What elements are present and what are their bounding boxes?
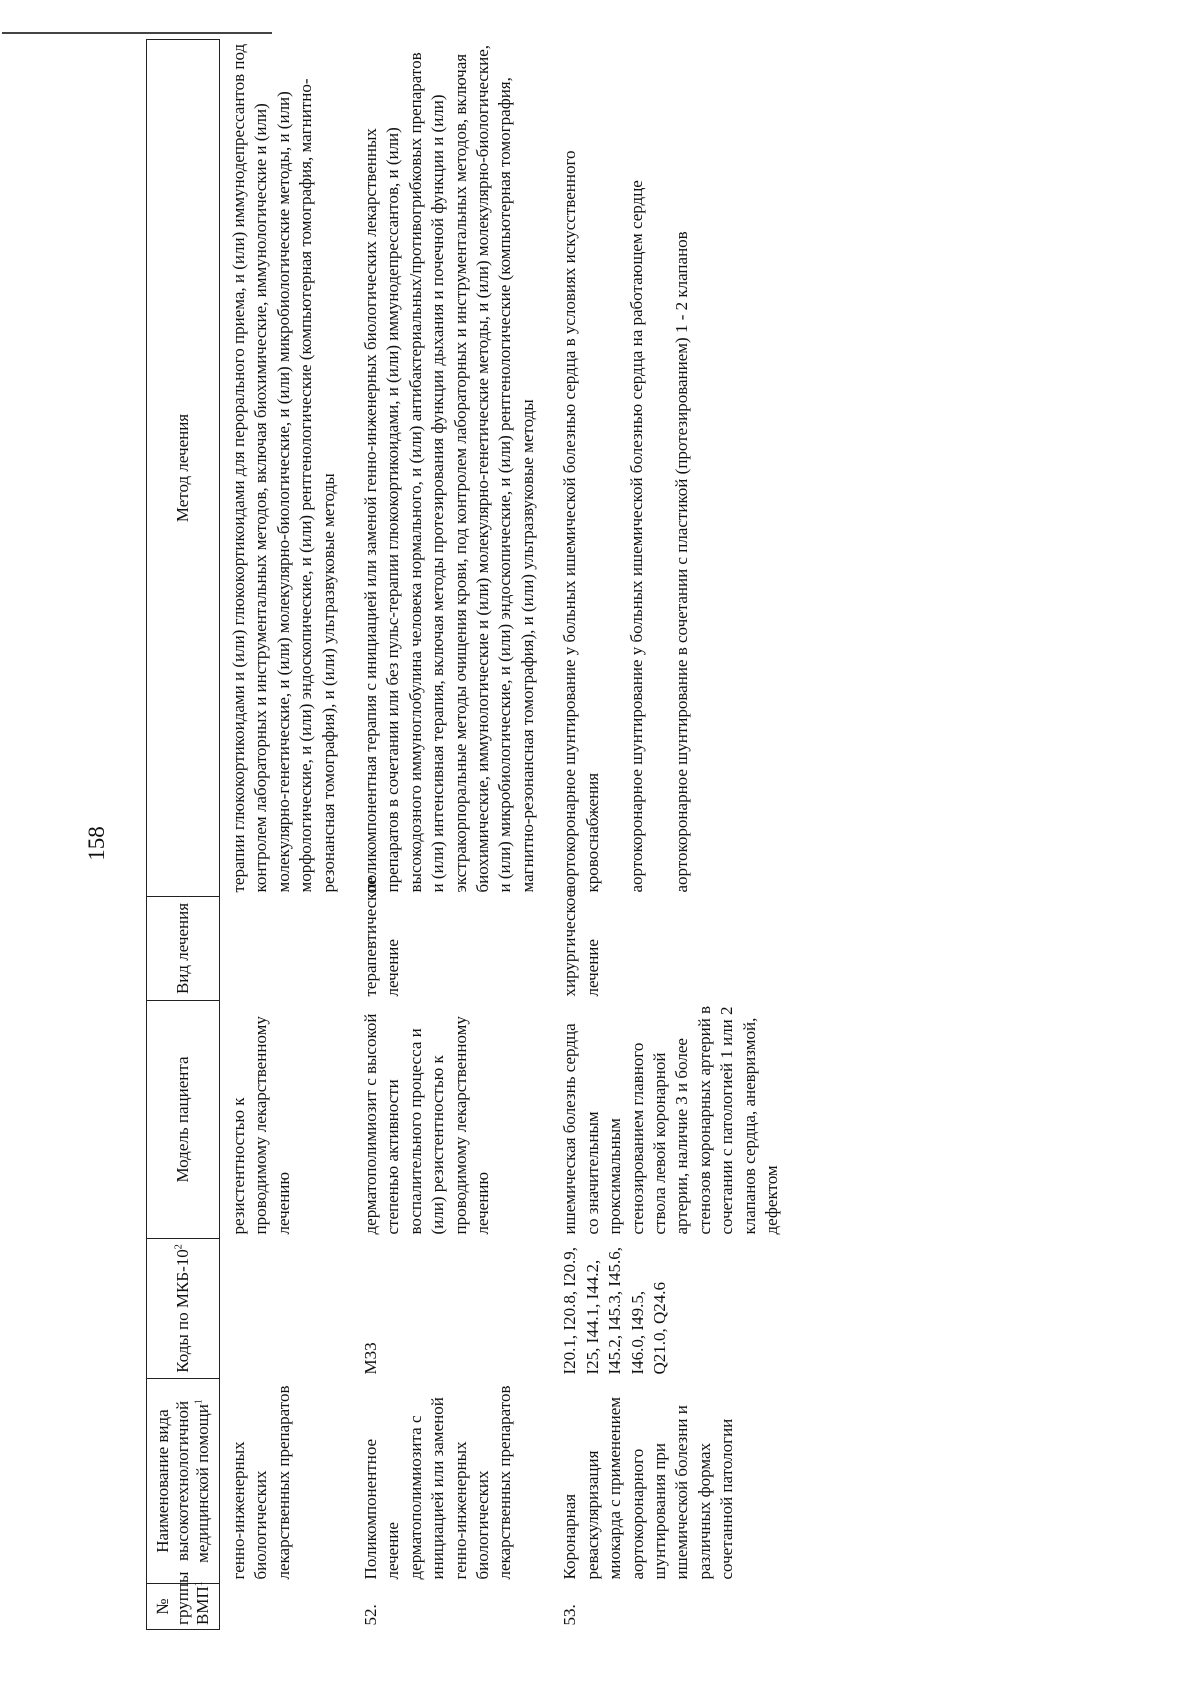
table-row (352, 40, 551, 1630)
cell-treatment-type: хирургическое лечение (560, 889, 602, 997)
header-group-number: № группы ВМП$^1$ (147, 1584, 220, 1630)
cell-care-type-name: Коронарная реваскуляризация миокарда с применением аортокоронарного шунтирования при ишемической болезни и различных формах сочетанной патологии (560, 1396, 737, 1580)
cell-treatment-method (551, 40, 795, 897)
cell-care-type-name: генно-инженерных биологических лекарственных препаратов (229, 1385, 293, 1580)
cell-patient-model: резистентностью к проводимому лекарственному лечению (229, 1016, 293, 1235)
cell-group-number: 53. (560, 1604, 580, 1626)
cell-group-number: 52. (361, 1604, 381, 1626)
table-header-row (147, 40, 220, 1630)
table-row (220, 40, 353, 1630)
header-icd-codes: Коды по МКБ-$10^2$ (147, 1239, 220, 1379)
cell-icd-codes: M33 (361, 1342, 381, 1375)
header-treatment-method: Метод лечения (147, 40, 220, 897)
method-text: терапии глюкокортикоидами и (или) глюкокортикоидами для перорального приема, и (или) иммунодепрессантов под контролем лабораторных и инструментальных методов, включая биохимические, иммунологические и (или) молекулярно-генетические, и (или) молекулярно-биологические, и (или) микробиологические методы, и (или) морфологические, и (или) эндоскопические, и (или) рентгенологические (компьютерная томография, магнитно-резонансная томография), и (или) ультразвуковые методы (229, 43, 338, 893)
cell-patient-model: дерматополимиозит с высокой степенью активности воспалительного процесса и (или) резистентностью к проводимому лекарственному лечению (361, 1013, 493, 1235)
method-text: поликомпонентная терапия с инициацией или заменой генно-инженерных биологических лекарственных препаратов в сочетании или без пульс-терапии глюкокортикоидами, и (или) иммунодепрессантов, и (или) высокодозного иммуноглобулина человека нормального, и (или) антибактериальных/противогрибковых препаратов и (или) интенсивная терапия, включая методы протезирования функции дыхания и почечной функции и (или) экстракорпоральные методы очищения крови, под контролем лабораторных и инструментальных методов, включая биохимические, иммунологические и (или) молекулярно-генетические методы, и (или) молекулярно-биологические, и (или) микробиологические, и (или) эндоскопические, и (или) рентгенологические (компьютерная томография, магнитно-резонансная томография), и (или) ультразвуковые методы (361, 44, 537, 893)
table-row (551, 40, 795, 1630)
cell-patient-model: ишемическая болезнь сердца со значительным проксимальным стенозированием главного ствола левой коронарной артерии, наличие 3 и более стенозов коронарных артерий в сочетании с патологией 1 или 2 клапанов сердца, аневризмой, дефектом (560, 1005, 781, 1235)
method-text: аортокоронарное шунтирование в сочетании с пластикой (протезированием) 1 - 2 клапанов (671, 231, 691, 893)
cell-group-number (220, 1584, 353, 1630)
header-patient-model: Модель пациента (147, 1001, 220, 1239)
cell-treatment-method (352, 40, 551, 897)
header-treatment-type: Вид лечения (147, 897, 220, 1001)
cell-care-type-name: Поликомпонентное лечение дерматополимиозита с инициацией или заменой генно-инженерных биологических лекарственных препаратов (361, 1385, 515, 1580)
cell-treatment-type (220, 897, 353, 1001)
cell-treatment-type: терапевтическое лечение (361, 877, 403, 997)
footnote-separator-line (2, 32, 272, 34)
treatment-table (146, 39, 795, 1630)
cell-icd-codes: I20.1, I20.8, I20.9, I25, I44.1, I44.2, I45.2, I45.3, I45.6, I46.0, I49.5, Q21.0, Q24.6 (560, 1247, 669, 1375)
method-text: аортокоронарное шунтирование у больных ишемической болезнью сердца в условиях искусственного кровоснабжения (560, 150, 602, 893)
cell-icd-codes (220, 1239, 353, 1379)
header-care-type-name: Наименование вида высокотехнологичной медицинской помощи$^1$ (147, 1379, 220, 1584)
method-text: аортокоронарное шунтирование у больных ишемической болезнью сердца на работающем сердце (627, 180, 647, 893)
page-number: 158 (84, 826, 109, 861)
cell-treatment-method (220, 40, 353, 897)
